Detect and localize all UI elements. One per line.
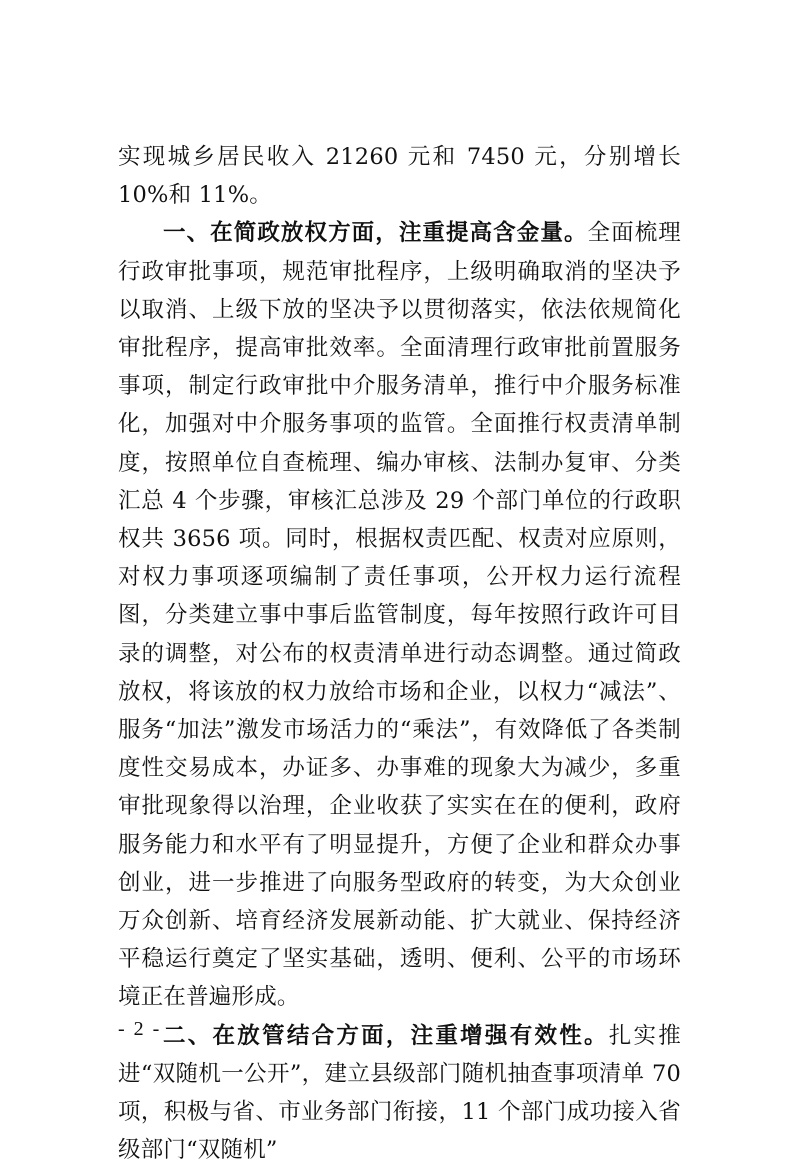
section-heading-2: 二、在放管结合方面，注重增强有效性。	[163, 1022, 609, 1049]
paragraph-body: 全面梳理行政审批事项，规范审批程序，上级明确取消的坚决予以取消、上级下放的坚决予以贯彻落实，依法依规简化审批程序，提高审批效率。全面清理行政审批前置服务事项，制定行政审批中介服务清单，推行中介服务标准化，加强对中介服务事项的监管。全面推行权责清单制度，按照单位自查梳理、编办审核、法制办复审、分类汇总 4 个步骤，审核汇总涉及 29 个部门单位的行政职权共 3656 项。同时，根据权责匹配、权责对应原则，对权力事项逐项编制了责任事项，公开权力运行流程图，分类建立事中事后监管制度，每年按照行政许可目录的调整，对公布的权责清单进行动态调整。通过简政放权，将该放的权力放给市场和企业，以权力“减法”、服务“加法”激发市场活力的“乘法”，有效降低了各类制度性交易成本，办证多、办事难的现象大为减少，多重审批现象得以治理，企业收获了实实在在的便利，政府服务能力和水平有了明显提升，方便了企业和群众办事创业，进一步推进了向服务型政府的转变，为大众创业万众创新、培育经济发展新动能、扩大就业、保持经济平稳运行奠定了坚实基础，透明、便利、公平的市场环境正在普遍形成。	[118, 220, 681, 1011]
body-text	[118, 138, 681, 1169]
paragraph-body: 实现城乡居民收入 21260 元和 7450 元，分别增长 10%和 11%。	[118, 144, 681, 209]
page-number: - 2 -	[118, 1018, 162, 1040]
paragraph-continuation	[118, 138, 681, 214]
paragraph-body: 扎实推进“双随机一公开”，建立县级部门随机抽查事项清单 70 项，积极与省、市业务部门衔接，11 个部门成功接入省级部门“双随机”	[118, 1022, 681, 1164]
paragraph-streamline-administration	[118, 214, 681, 1016]
paragraph-regulation-combined	[118, 1017, 681, 1169]
section-heading-1: 一、在简政放权方面，注重提高含金量。	[163, 220, 588, 247]
